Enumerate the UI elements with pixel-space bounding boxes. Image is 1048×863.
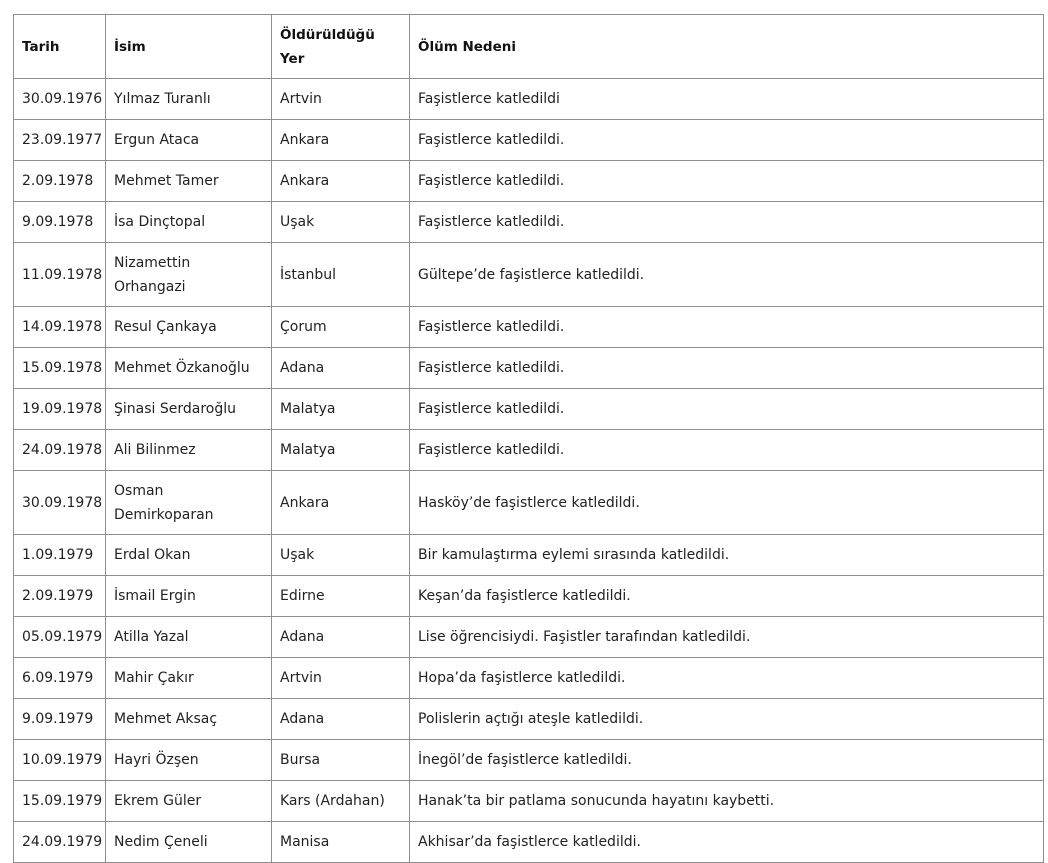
table-row	[14, 430, 1044, 471]
cell-date: 30.09.1978	[14, 471, 106, 535]
cell-date: 9.09.1979	[14, 699, 106, 740]
cell-name-line: Mehmet Tamer	[114, 173, 219, 189]
cell-name	[106, 535, 272, 576]
table-row	[14, 740, 1044, 781]
cell-name	[106, 79, 272, 120]
table-row	[14, 161, 1044, 202]
table-row	[14, 658, 1044, 699]
cell-name-line: Osman	[114, 482, 164, 499]
cell-date: 30.09.1976	[14, 79, 106, 120]
table-row	[14, 699, 1044, 740]
cell-name	[106, 348, 272, 389]
cell-date: 2.09.1979	[14, 576, 106, 617]
cell-name	[106, 576, 272, 617]
cell-name-line: Ergun Ataca	[114, 132, 200, 148]
cell-date: 6.09.1979	[14, 658, 106, 699]
cell-name-line: Mahir Çakır	[114, 670, 194, 686]
table-body	[14, 79, 1044, 863]
cell-place: İstanbul	[272, 243, 410, 307]
cell-cause: Hanak’ta bir patlama sonucunda hayatını kaybetti.	[410, 781, 1044, 822]
cell-name-line: Demirkoparan	[114, 506, 214, 523]
cell-name-line: Mehmet Özkanoğlu	[114, 360, 250, 376]
cell-name-line: Nizamettin	[114, 254, 191, 271]
cell-place: Ankara	[272, 161, 410, 202]
cell-place: Malatya	[272, 430, 410, 471]
cell-place: Kars (Ardahan)	[272, 781, 410, 822]
header-row	[14, 15, 1044, 79]
cell-place: Artvin	[272, 79, 410, 120]
cell-place: Uşak	[272, 535, 410, 576]
cell-name	[106, 430, 272, 471]
cell-name	[106, 243, 272, 307]
cell-name	[106, 740, 272, 781]
cell-name	[106, 617, 272, 658]
cell-cause: Faşistlerce katledildi.	[410, 161, 1044, 202]
table-row	[14, 617, 1044, 658]
cell-name-line: Hayri Özşen	[114, 752, 199, 768]
cell-name	[106, 161, 272, 202]
cell-date: 9.09.1978	[14, 202, 106, 243]
header-cause: Ölüm Nedeni	[410, 15, 1044, 79]
cell-cause: Faşistlerce katledildi.	[410, 202, 1044, 243]
header-name: İsim	[106, 15, 272, 79]
cell-name-line: Ekrem Güler	[114, 793, 202, 809]
cell-name	[106, 120, 272, 161]
cell-cause: Faşistlerce katledildi.	[410, 430, 1044, 471]
table-header	[14, 15, 1044, 79]
table-row	[14, 348, 1044, 389]
cell-place: Uşak	[272, 202, 410, 243]
cell-name-line: İsmail Ergin	[114, 588, 196, 604]
table-row	[14, 202, 1044, 243]
table-row	[14, 781, 1044, 822]
table-row	[14, 307, 1044, 348]
cell-name	[106, 471, 272, 535]
cell-cause: Akhisar’da faşistlerce katledildi.	[410, 822, 1044, 863]
header-date: Tarih	[14, 15, 106, 79]
cell-date: 11.09.1978	[14, 243, 106, 307]
cell-date: 14.09.1978	[14, 307, 106, 348]
cell-date: 10.09.1979	[14, 740, 106, 781]
table-row	[14, 389, 1044, 430]
cell-cause: Faşistlerce katledildi	[410, 79, 1044, 120]
cell-cause: Hopa’da faşistlerce katledildi.	[410, 658, 1044, 699]
cell-cause: Faşistlerce katledildi.	[410, 120, 1044, 161]
cell-name-line: Yılmaz Turanlı	[114, 91, 211, 107]
cell-cause: İnegöl’de faşistlerce katledildi.	[410, 740, 1044, 781]
cell-date: 1.09.1979	[14, 535, 106, 576]
header-place	[272, 15, 410, 79]
cell-cause: Lise öğrencisiydi. Faşistler tarafından katledildi.	[410, 617, 1044, 658]
header-place-line2: Yer	[280, 50, 305, 67]
cell-date: 24.09.1979	[14, 822, 106, 863]
cell-place: Malatya	[272, 389, 410, 430]
cell-place: Bursa	[272, 740, 410, 781]
cell-cause: Keşan’da faşistlerce katledildi.	[410, 576, 1044, 617]
table-row	[14, 576, 1044, 617]
cell-place: Adana	[272, 617, 410, 658]
cell-date: 15.09.1978	[14, 348, 106, 389]
cell-place: Ankara	[272, 120, 410, 161]
cell-place: Adana	[272, 348, 410, 389]
cell-name-line: Nedim Çeneli	[114, 834, 208, 850]
cell-name	[106, 781, 272, 822]
cell-place: Edirne	[272, 576, 410, 617]
cell-cause: Faşistlerce katledildi.	[410, 389, 1044, 430]
table-row	[14, 535, 1044, 576]
cell-name-line: Mehmet Aksaç	[114, 711, 218, 727]
cell-date: 19.09.1978	[14, 389, 106, 430]
cell-date: 2.09.1978	[14, 161, 106, 202]
header-place-line1: Öldürüldüğü	[280, 26, 375, 43]
cell-place: Artvin	[272, 658, 410, 699]
cell-place: Çorum	[272, 307, 410, 348]
table-row	[14, 79, 1044, 120]
cell-name	[106, 699, 272, 740]
cell-name-line: Şinasi Serdaroğlu	[114, 401, 237, 417]
cell-place: Ankara	[272, 471, 410, 535]
cell-cause: Hasköy’de faşistlerce katledildi.	[410, 471, 1044, 535]
cell-cause: Faşistlerce katledildi.	[410, 348, 1044, 389]
cell-date: 24.09.1978	[14, 430, 106, 471]
cell-place: Manisa	[272, 822, 410, 863]
cell-cause: Polislerin açtığı ateşle katledildi.	[410, 699, 1044, 740]
cell-name	[106, 307, 272, 348]
table-row	[14, 471, 1044, 535]
cell-name	[106, 202, 272, 243]
cell-cause: Faşistlerce katledildi.	[410, 307, 1044, 348]
cell-name-line: Ali Bilinmez	[114, 442, 196, 458]
cell-name-line: İsa Dinçtopal	[114, 214, 206, 230]
cell-date: 23.09.1977	[14, 120, 106, 161]
cell-name-line: Orhangazi	[114, 278, 186, 295]
cell-date: 05.09.1979	[14, 617, 106, 658]
cell-name-line: Erdal Okan	[114, 547, 191, 563]
cell-place: Adana	[272, 699, 410, 740]
cell-cause: Bir kamulaştırma eylemi sırasında katledildi.	[410, 535, 1044, 576]
deaths-table	[13, 14, 1044, 863]
cell-name-line: Atilla Yazal	[114, 629, 189, 645]
table-row	[14, 243, 1044, 307]
cell-date: 15.09.1979	[14, 781, 106, 822]
cell-name	[106, 658, 272, 699]
cell-name	[106, 389, 272, 430]
table-row	[14, 822, 1044, 863]
cell-cause: Gültepe’de faşistlerce katledildi.	[410, 243, 1044, 307]
cell-name-line: Resul Çankaya	[114, 319, 217, 335]
cell-name	[106, 822, 272, 863]
table-row	[14, 120, 1044, 161]
